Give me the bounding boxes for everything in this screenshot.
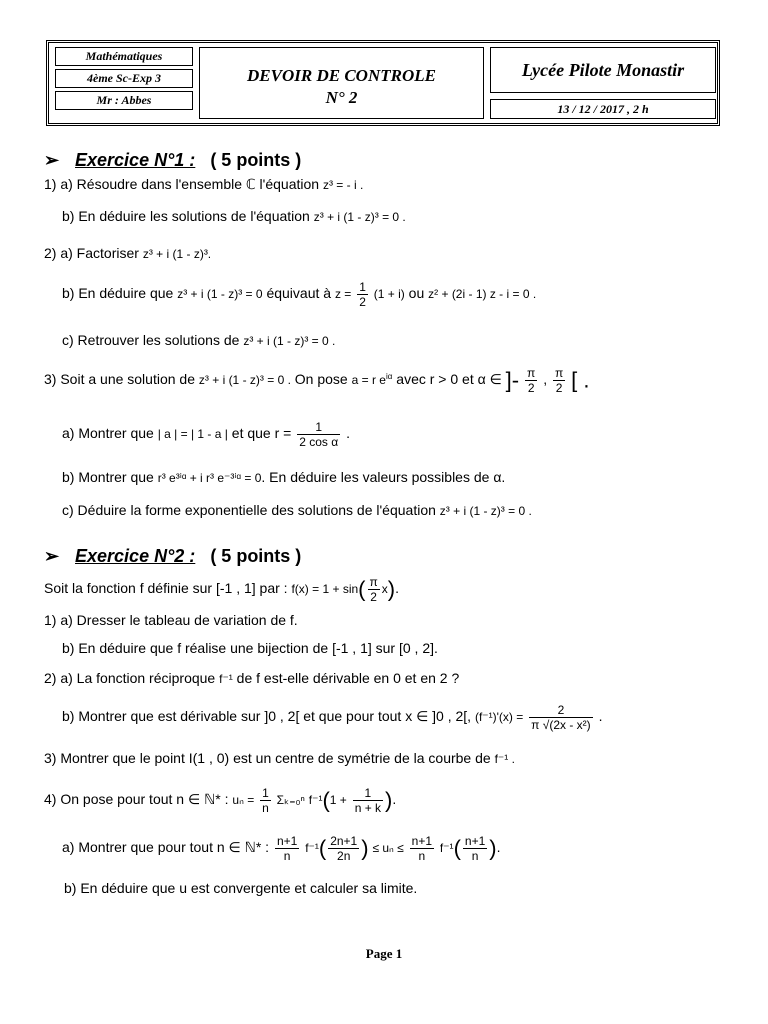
fraction-num: n+1 — [411, 834, 432, 848]
ex1-q2b-fraction — [357, 280, 368, 309]
ex2-intro-fraction — [368, 575, 380, 604]
fraction-den: n — [262, 801, 269, 815]
ex2-intro-text: Soit la fonction f définie sur [-1 , 1] par : — [44, 580, 288, 597]
fraction-num: 1 — [262, 786, 269, 800]
fraction-num: n+1 — [464, 834, 486, 848]
arrow-icon: ➢ — [44, 546, 60, 566]
ex1-q2b-or: ou — [408, 285, 425, 302]
ex2-q4-sum: Σₖ₌₀ⁿ — [276, 793, 305, 808]
ex1-q1b-eq: z³ + i (1 - z)³ = 0 . — [313, 210, 406, 224]
ex1-q1a-text: 1) a) Résoudre dans l'ensemble ℂ l'équation — [44, 176, 320, 192]
exam-title-box — [199, 47, 484, 119]
exam-number: N° 2 — [325, 88, 358, 107]
ex2-q4a-left-f: f⁻¹ — [305, 841, 319, 856]
ex1-q1a-eq: z³ = - i . — [322, 178, 364, 192]
ex1-q2a — [44, 245, 211, 261]
fraction-num: π — [554, 366, 564, 380]
ex1-q3c-text: c) Déduire la forme exponentielle des solutions de l'équation — [62, 502, 436, 518]
ex2-q4-fraction — [260, 786, 271, 815]
ex2-q3-text: 3) Montrer que le point I(1 , 0) est un centre de symétrie de la courbe de — [44, 750, 491, 766]
ex2-intro-x: x — [381, 582, 388, 597]
class-label: 4ème Sc-Exp 3 — [55, 69, 193, 88]
ex1-q3a-fraction — [297, 420, 340, 449]
fraction-den: n — [418, 849, 426, 863]
ex1-q3a-dot: . — [346, 425, 350, 442]
exam-title: DEVOIR DE CONTROLE — [247, 66, 436, 85]
exercise-2-title: Exercice N°2 : — [75, 546, 196, 566]
fraction-den: 2 — [555, 381, 563, 395]
fraction-den: π √(2x - x²) — [531, 718, 591, 732]
ex2-q2b-fraction — [529, 703, 593, 732]
ex2-q4a-right-in-fraction — [463, 834, 487, 863]
school-name: Lycée Pilote Monastir — [490, 47, 716, 93]
ex2-q4a: a) Montrer que pour tout n ∈ ℕ* : $\frac{n+1}{n}$ f⁻¹( $\frac{2n+1}{2n}$ ) ≤ uₙ ≤ $\frac{n+1}{n}$ f⁻¹( $\frac{n+1}{n}$ ). — [62, 834, 501, 863]
ex1-q3-a: a = r e — [351, 373, 386, 388]
ex2-q2a-rest: de f est-elle dérivable en 0 et en 2 ? — [236, 670, 460, 686]
ex1-q2b-text: b) En déduire que — [62, 285, 174, 302]
ex1-q3 — [44, 366, 589, 395]
fraction-den: n + k — [354, 801, 382, 815]
arrow-icon: ➢ — [44, 150, 60, 170]
ex1-q3a-et: et que r = — [231, 425, 292, 442]
fraction-num: 1 — [297, 420, 340, 435]
ex1-q3a — [62, 420, 350, 449]
ex1-q3b — [62, 469, 505, 485]
exercise-1-points: ( 5 points ) — [210, 150, 302, 170]
ex1-q2b-mid: équivaut à — [266, 285, 332, 302]
ex2-q3-f: f⁻¹ . — [494, 752, 515, 766]
ex2-q4b: b) En déduire que u est convergente et calculer sa limite. — [64, 880, 418, 896]
fraction-den: 2 cos α — [299, 435, 339, 449]
ex2-q2b-eq: (f⁻¹)'(x) = — [474, 710, 524, 725]
ex2-q4a-right-f: f⁻¹ — [439, 841, 454, 856]
exam-header — [46, 40, 720, 126]
ex2-q4-u: uₙ = — [232, 793, 255, 808]
exercise-1-title: Exercice N°1 : — [75, 150, 196, 170]
ex1-q2a-eq: z³ + i (1 - z)³. — [142, 247, 212, 261]
ex2-q4-text: 4) On pose pour tout n ∈ ℕ* : — [44, 791, 229, 808]
ex1-q3-a-sup: iα — [385, 372, 393, 382]
ex2-intro: Soit la fonction f définie sur [-1 , 1] par : f(x) = 1 + sin( $\frac{\pi}{2}$ x). — [44, 575, 399, 604]
header-left-box — [55, 47, 193, 123]
ex2-q2a-f: f⁻¹ — [219, 672, 233, 686]
ex1-q3-frac1 — [525, 366, 537, 395]
ex1-q3b-rest: . En déduire les valeurs possibles de α. — [261, 469, 506, 485]
ex1-q3b-eq: r³ e³ⁱᵅ + i r³ e⁻³ⁱᵅ = 0 — [157, 471, 262, 485]
fraction-den: n — [283, 849, 291, 863]
ex2-q4a-le: ≤ uₙ ≤ — [372, 841, 404, 856]
ex2-q4a-left-fraction — [275, 834, 299, 863]
ex1-q3a-text: a) Montrer que — [62, 425, 154, 442]
ex1-q1a — [44, 176, 363, 193]
ex1-q3-text: 3) Soit a une solution de — [44, 371, 195, 388]
ex2-q3 — [44, 750, 515, 766]
ex2-q4a-text: a) Montrer que pour tout n ∈ ℕ* : — [62, 839, 270, 856]
ex1-q3-pose: On pose — [294, 371, 348, 388]
fraction-num: π — [527, 366, 536, 380]
exercise-1-heading — [44, 150, 301, 171]
ex2-q1a: 1) a) Dresser le tableau de variation de f. — [44, 612, 298, 628]
ex2-q2a — [44, 670, 459, 686]
ex1-q1b — [62, 208, 406, 224]
ex2-q2a-text: 2) a) La fonction réciproque — [44, 670, 216, 686]
ex2-q4-in1: 1 + — [329, 793, 347, 808]
ex1-q2a-text: 2) a) Factoriser — [44, 245, 139, 261]
ex2-q4-f: f⁻¹ — [308, 793, 323, 808]
ex1-q3b-text: b) Montrer que — [62, 469, 154, 485]
ex1-q3-comma: , — [543, 371, 548, 388]
exercise-2-heading — [44, 546, 301, 567]
fraction-den: n — [471, 849, 479, 863]
fraction-num: π — [369, 575, 378, 589]
ex1-q2b-eq3: z² + (2i - 1) z - i = 0 . — [428, 287, 537, 302]
ex1-q3a-eq: | a | = | 1 - a | — [157, 427, 228, 442]
fraction-den: 2 — [359, 295, 366, 309]
ex2-q1b: b) En déduire que f réalise une bijection de [-1 , 1] sur [0 , 2]. — [62, 640, 438, 656]
ex2-q2b — [62, 703, 602, 732]
ex1-q3-int2: [ . — [571, 367, 590, 393]
ex1-q2b-eq1: z³ + i (1 - z)³ = 0 — [177, 287, 263, 302]
ex2-q4a-right-fraction — [410, 834, 434, 863]
ex2-q2b-text: b) Montrer que est dérivable sur ]0 , 2[ et que pour tout x ∈ ]0 , 2[, — [62, 708, 472, 725]
ex1-q3-frac2 — [553, 366, 565, 395]
ex2-q4a-left-in-fraction — [328, 834, 359, 863]
fraction-num: 1 — [359, 280, 366, 294]
exam-date: 13 / 12 / 2017 , 2 h — [490, 99, 716, 119]
ex2-q4-in-fraction — [353, 786, 383, 815]
ex1-q2b-eq2b: (1 + i) — [373, 287, 405, 302]
ex1-q2c — [62, 332, 335, 348]
ex1-q2b — [62, 280, 536, 309]
fraction-den: 2n — [337, 849, 351, 863]
ex1-q3c-eq: z³ + i (1 - z)³ = 0 . — [439, 504, 532, 518]
fraction-num: n+1 — [276, 834, 298, 848]
ex1-q3-int1: ]- — [505, 367, 520, 393]
fraction-num: 2n+1 — [330, 834, 358, 848]
teacher-label: Mr : Abbes — [55, 91, 193, 110]
ex1-q3c — [62, 502, 532, 518]
ex2-intro-eq: f(x) = 1 + sin — [291, 582, 359, 597]
ex1-q3-cond: avec r > 0 et α ∈ — [396, 371, 502, 388]
fraction-den: 2 — [527, 381, 535, 395]
ex2-q4: 4) On pose pour tout n ∈ ℕ* : uₙ = $\frac{1}{n}$ Σₖ₌₀ⁿ f⁻¹(1 + $\frac{1}{n + k}$ ). — [44, 786, 397, 815]
page-number: Page 1 — [365, 946, 403, 961]
fraction-num: 1 — [353, 786, 383, 801]
ex1-q2c-text: c) Retrouver les solutions de — [62, 332, 240, 348]
exercise-2-points: ( 5 points ) — [210, 546, 302, 566]
ex2-q2b-dot: . — [598, 708, 603, 725]
ex1-q2c-eq: z³ + i (1 - z)³ = 0 . — [243, 334, 336, 348]
ex1-q1b-text: b) En déduire les solutions de l'équation — [62, 208, 310, 224]
ex1-q2b-eq2a: z = — [334, 287, 352, 302]
fraction-num: 2 — [529, 703, 593, 718]
subject-label: Mathématiques — [55, 47, 193, 66]
ex1-q3-eq: z³ + i (1 - z)³ = 0 . — [198, 373, 291, 388]
fraction-den: 2 — [370, 590, 377, 604]
